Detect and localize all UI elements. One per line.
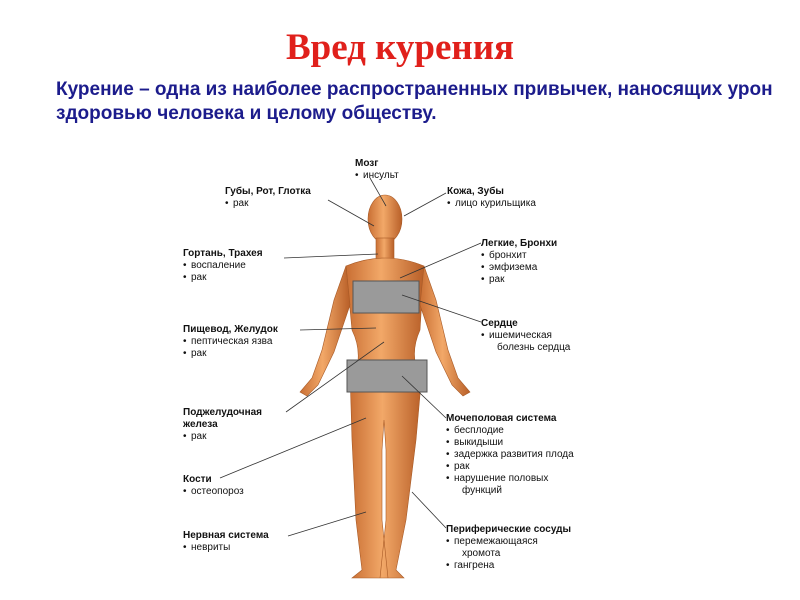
- label-heading: Легкие, Бронхи: [481, 238, 558, 249]
- label-item: • бронхит: [481, 250, 557, 262]
- label-item: • нарушение половых: [446, 473, 574, 485]
- left-arm: [300, 266, 350, 396]
- label-item: • эмфизема: [481, 262, 557, 274]
- label-item: • задержка развития плода: [446, 449, 574, 461]
- page-title: Вред курения: [285, 27, 515, 68]
- page-subtitle: Курение – одна из наиболее распространенных привычек, наносящих урон здоровью человека и целому обществу.: [56, 79, 773, 124]
- label-item: • пептическая язва: [183, 336, 278, 348]
- label-heading: Гортань, Трахея: [183, 248, 263, 259]
- label-mouth: [225, 186, 311, 210]
- label-item: • рак: [183, 272, 263, 284]
- censor-chest: [353, 281, 419, 313]
- label-item: болезнь сердца: [497, 342, 571, 353]
- label-bones: [183, 474, 244, 498]
- label-item: • инсульт: [355, 170, 399, 182]
- label-item: • лицо курильщика: [447, 198, 536, 210]
- label-heading: Мозг: [355, 158, 379, 169]
- label-heading: Губы, Рот, Глотка: [225, 186, 311, 197]
- head: [368, 195, 402, 243]
- torso: [346, 258, 424, 372]
- label-item: • невриты: [183, 542, 269, 554]
- label-heart: [481, 318, 570, 354]
- line-nerves: [288, 512, 366, 536]
- label-item: • перемежающаяся: [446, 536, 571, 548]
- label-lungs: [481, 238, 557, 286]
- neck: [376, 238, 394, 260]
- label-item: • выкидыши: [446, 437, 574, 449]
- line-mouth: [328, 200, 374, 226]
- label-pancreas: [183, 407, 293, 443]
- label-heading: Кости: [183, 474, 212, 485]
- label-heading: Периферические сосуды: [446, 524, 572, 535]
- censor-pelvis: [347, 360, 427, 392]
- label-item: функций: [462, 485, 502, 496]
- label-heading: Пищевод, Желудок: [183, 324, 278, 335]
- line-skin: [404, 193, 446, 216]
- label-vessels: [446, 524, 571, 572]
- label-item: • рак: [225, 198, 311, 210]
- label-urogenital: [446, 413, 574, 497]
- line-lungs: [400, 243, 481, 278]
- label-item: • рак: [183, 348, 278, 360]
- legs: [350, 372, 422, 578]
- label-larynx: [183, 248, 263, 284]
- label-item: • ишемическая: [481, 330, 570, 342]
- label-item: • рак: [183, 431, 293, 443]
- label-heading: Сердце: [481, 318, 518, 329]
- line-larynx: [284, 254, 378, 258]
- label-stomach: [183, 324, 278, 360]
- label-heading: Поджелудочная железа: [183, 407, 263, 430]
- label-item: • остеопороз: [183, 486, 244, 498]
- label-skin: [447, 186, 536, 210]
- label-item: • рак: [481, 274, 557, 286]
- line-vessels: [412, 492, 446, 528]
- label-heading: Мочеполовая система: [446, 413, 557, 424]
- label-item: хромота: [462, 548, 501, 559]
- label-item: • рак: [446, 461, 574, 473]
- label-heading: Нервная система: [183, 530, 269, 541]
- label-heading: Кожа, Зубы: [447, 186, 504, 197]
- label-nerves: [183, 530, 269, 554]
- label-item: • гангрена: [446, 560, 571, 572]
- label-brain: [355, 158, 399, 182]
- label-item: • воспаление: [183, 260, 263, 272]
- label-item: • бесплодие: [446, 425, 574, 437]
